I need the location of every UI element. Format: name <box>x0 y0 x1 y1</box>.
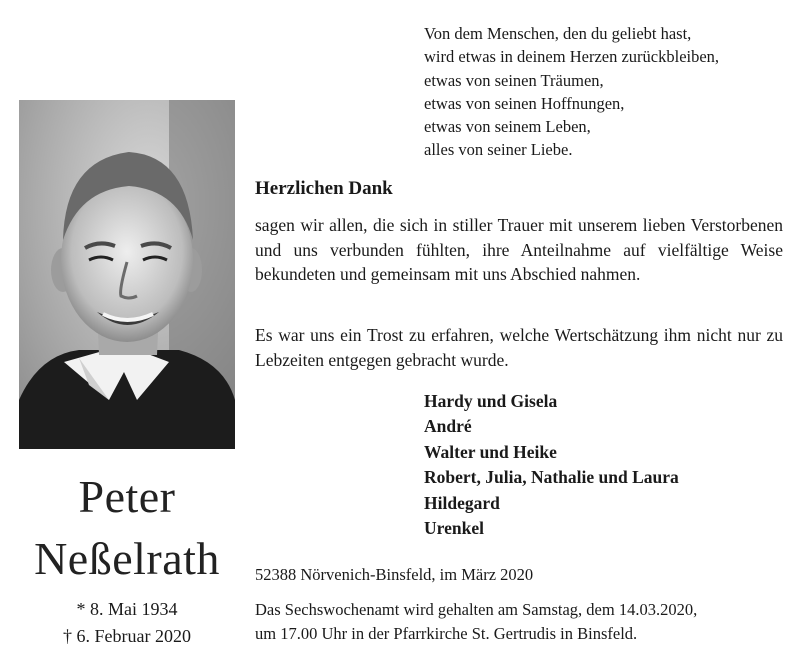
signer-name: Hardy und Gisela <box>424 391 558 411</box>
thanks-heading: Herzlichen Dank <box>255 178 393 199</box>
signer-name: Robert, Julia, Nathalie und Laura <box>424 467 679 488</box>
poem-line: etwas von seinen Träumen, <box>424 70 604 90</box>
signer-name: Hildegard <box>424 492 500 513</box>
thanks-paragraph: sagen wir allen, die sich in stiller Trauer mit unserem lieben Verstorbenen und uns verbunden fühlten, ihre Anteilnahme auf vielfältige Weise bekundeten und gemeinsam mit uns Abschied nahmen. <box>255 215 783 284</box>
poem-line: etwas von seinem Leben, <box>424 117 591 137</box>
signer-name: Urenkel <box>424 518 484 539</box>
birth-date: * 8. Mai 1934 <box>76 599 178 619</box>
life-dates <box>0 596 254 650</box>
poem-line: wird etwas in deinem Herzen zurückbleiben, <box>424 47 720 67</box>
mass-notice-line: Das Sechswochenamt wird gehalten am Samstag, dem 14.03.2020, <box>255 600 698 619</box>
mass-notice <box>255 598 785 646</box>
place-and-date: 52388 Nörvenich-Binsfeld, im März 2020 <box>255 565 534 584</box>
mass-notice-line: um 17.00 Uhr in der Pfarrkirche St. Gertrudis in Binsfeld. <box>255 624 638 643</box>
poem-line: etwas von seinen Hoffnungen, <box>424 93 625 113</box>
signers-list <box>424 389 679 541</box>
memorial-poem <box>424 22 794 162</box>
poem-line: Von dem Menschen, den du geliebt hast, <box>424 24 692 43</box>
signer-name: Walter und Heike <box>424 441 557 462</box>
death-date: † 6. Februar 2020 <box>63 626 191 646</box>
poem-line: alles von seiner Liebe. <box>424 140 573 160</box>
portrait-photo <box>19 100 235 449</box>
signer-name: André <box>424 416 472 437</box>
portrait-image <box>19 100 235 449</box>
deceased-last-name: Neßelrath <box>34 533 220 584</box>
consolation-paragraph: Es war uns ein Trost zu erfahren, welche Wertschätzung ihm nicht nur zu Lebzeiten entgegen gebracht wurde. <box>255 325 783 370</box>
deceased-first-name: Peter <box>78 471 176 522</box>
